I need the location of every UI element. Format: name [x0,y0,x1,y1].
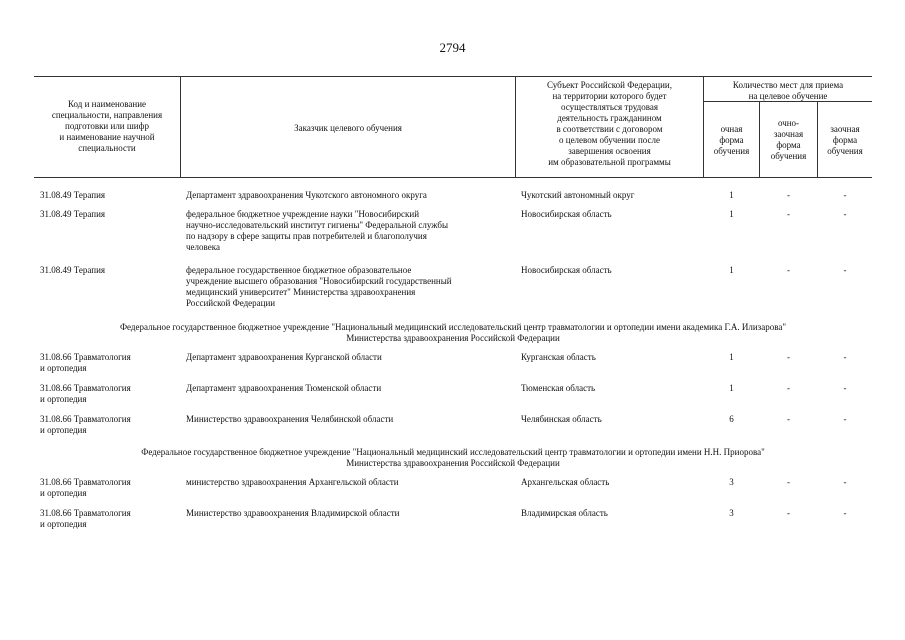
row-code: 31.08.49 Терапия [40,190,106,200]
row-distance: - [843,209,847,219]
row-code: 31.08.49 Терапия [40,209,106,219]
row-region: Архангельская область [521,477,610,487]
row-region: Курганская область [521,352,596,362]
row-region: Новосибирская область [521,265,612,275]
row-mixed: - [787,265,790,275]
row-customer: Департамент здравоохранения Тюменской области [186,383,382,393]
row-customer: Министерство здравоохранения Челябинской области [186,414,394,424]
section-title: Федеральное государственное бюджетное учреждение "Национальный медицинский исследовательский центр травматологии и ортопедии имени Н.Н. Приорова" Министерства здравоохранения Российской Федерации [141,447,765,468]
row-mixed: - [787,190,790,200]
row-code: 31.08.66 Травматология и ортопедия [40,477,131,498]
row-distance: - [843,265,847,275]
row-fulltime: 1 [729,265,734,275]
row-customer: Министерство здравоохранения Владимирской области [186,508,400,518]
row-distance: - [843,414,847,424]
row-fulltime: 1 [729,352,734,362]
header-distance: заочная форма обучения [827,124,863,156]
row-code: 31.08.66 Травматология и ортопедия [40,352,131,373]
row-mixed: - [787,209,790,219]
header-top-rule [34,76,872,77]
row-distance: - [843,383,847,393]
header-customer: Заказчик целевого обучения [294,123,402,133]
header-code: Код и наименование специальности, направления подготовки или шифр и наименование научной специальности [51,99,163,153]
row-region: Тюменская область [521,383,596,393]
row-customer: Департамент здравоохранения Чукотского автономного округа [186,190,427,200]
section-title: Федеральное государственное бюджетное учреждение "Национальный медицинский исследовательский центр травматологии и ортопедии имени академика Г.А. Илизарова" Министерства здравоохранения Российской Федерации [119,322,787,343]
row-customer: министерство здравоохранения Архангельской области [186,477,399,487]
row-fulltime: 3 [729,477,734,487]
row-region: Новосибирская область [521,209,612,219]
header-fulltime: очная форма обучения [713,124,750,156]
row-region: Челябинская область [521,414,602,424]
row-customer: федеральное государственное бюджетное образовательное учреждение высшего образования "Новосибирский государственный медицинский университет" Министерства здравоохранения Российской Федерации [186,265,452,308]
row-customer: Департамент здравоохранения Курганской области [186,352,382,362]
row-region: Владимирская область [521,508,608,518]
row-fulltime: 1 [729,190,734,200]
header-bottom-rule [34,177,872,178]
row-distance: - [843,190,847,200]
row-mixed: - [787,508,790,518]
row-distance: - [843,508,847,518]
row-fulltime: 6 [729,414,734,424]
page-number: 2794 [439,40,466,55]
header-region: Субъект Российской Федерации, на территории которого будет осуществляться трудовая деятельность гражданином в соответствии с договором о целевом обучении после завершения освоения им образовательной программы [547,80,672,167]
row-code: 31.08.66 Травматология и ортопедия [40,508,131,529]
row-fulltime: 1 [729,383,734,393]
row-distance: - [843,352,847,362]
row-mixed: - [787,414,790,424]
row-fulltime: 1 [729,209,734,219]
row-mixed: - [787,352,790,362]
row-region: Чукотский автономный округ [521,190,635,200]
row-mixed: - [787,383,790,393]
row-code: 31.08.49 Терапия [40,265,106,275]
row-distance: - [843,477,847,487]
header-mixed: очно- заочная форма обучения [770,118,807,161]
row-code: 31.08.66 Травматология и ортопедия [40,383,131,404]
row-mixed: - [787,477,790,487]
header-places: Количество мест для приема на целевое обучение [732,80,844,101]
row-fulltime: 3 [729,508,734,518]
row-code: 31.08.66 Травматология и ортопедия [40,414,131,435]
row-customer: федеральное бюджетное учреждение науки "Новосибирский научно-исследовательский институт гигиены" Федеральной службы по надзору в сфере защиты прав потребителей и благополучия человека [186,209,448,252]
